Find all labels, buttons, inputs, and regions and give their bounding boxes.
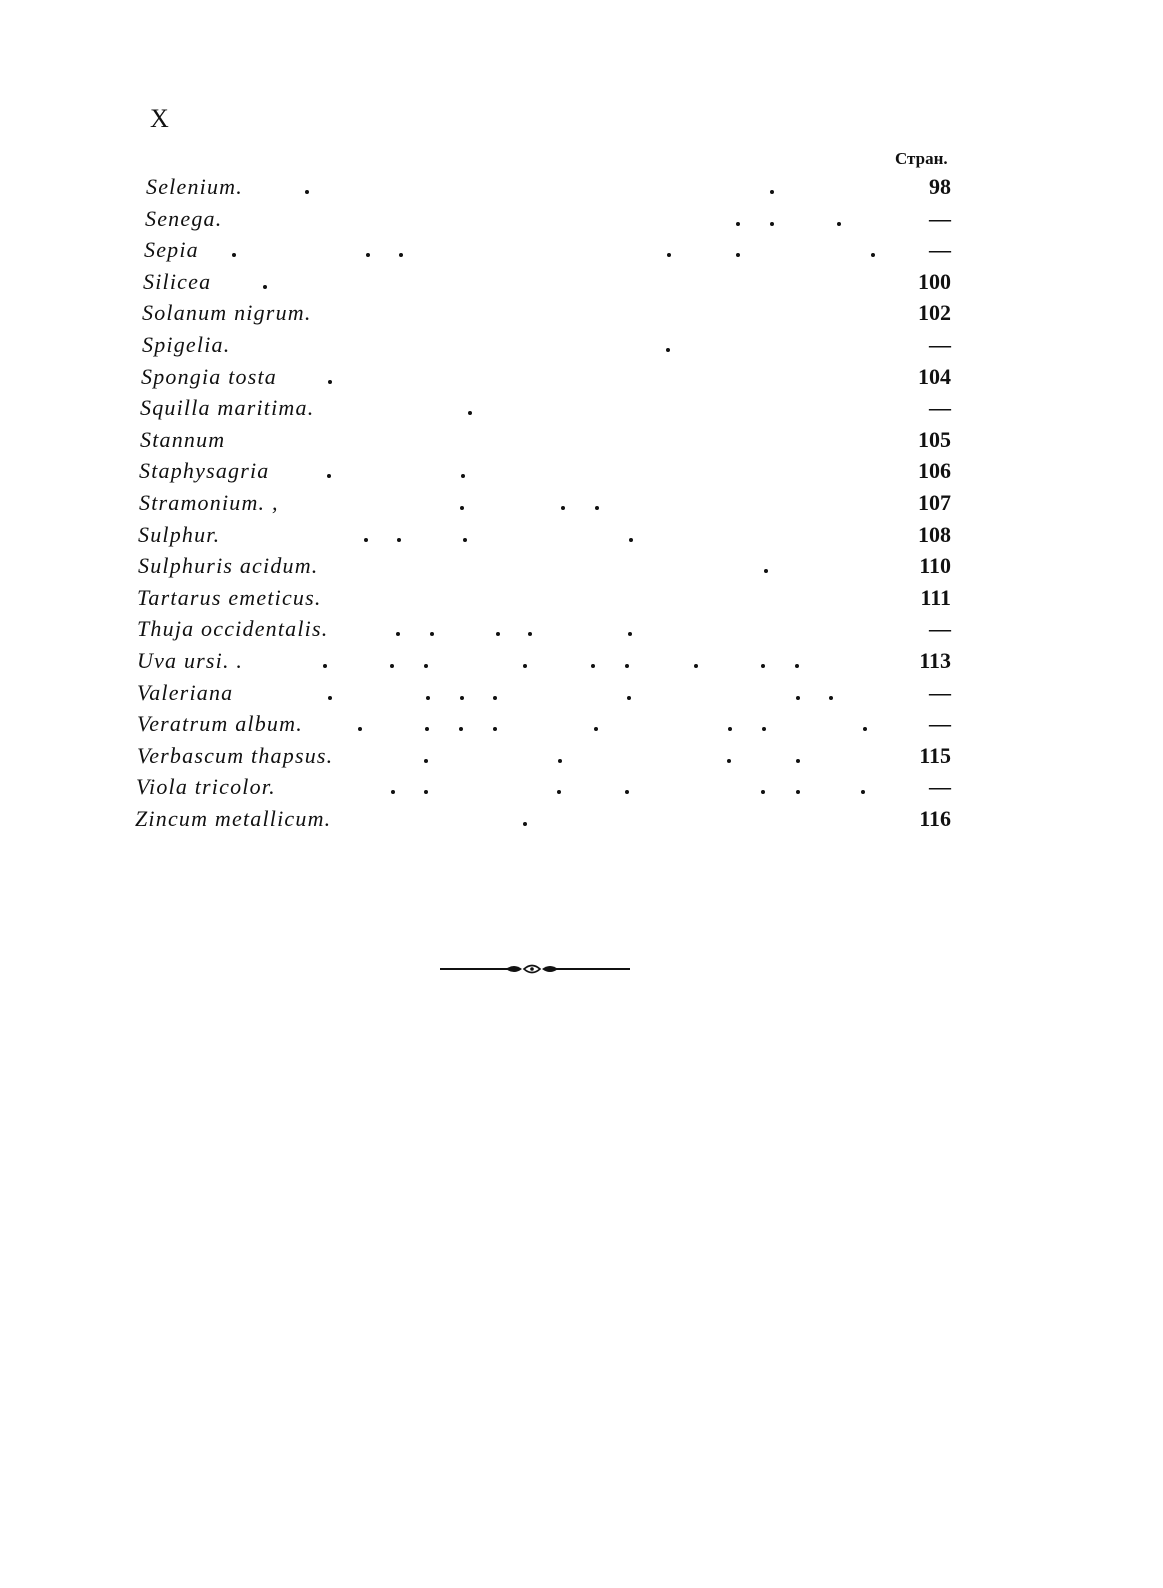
toc-entry [0,614,1163,646]
toc-entry [0,772,1163,804]
entry-page: — [929,616,951,642]
toc-entry [0,267,1163,299]
entry-title: Silicea [143,268,212,294]
entry-page: 108 [918,521,951,547]
entry-title: Stannum [140,426,226,452]
leader-dot [493,727,497,731]
leader-dot [770,222,774,226]
leader-dot [468,411,472,415]
leader-dot [871,253,875,257]
entry-title: Viola tricolor. [136,774,276,800]
entry-page: 105 [918,426,951,452]
leader-dot [861,790,865,794]
entry-page: — [929,711,951,737]
leader-dot [461,474,465,478]
leader-dot [523,822,527,826]
entry-page: 107 [918,489,951,515]
entry-title: Zincum metallicum. [135,805,332,831]
entry-page: 116 [919,805,951,831]
entry-page: 102 [918,300,951,326]
entry-title: Sulphuris acidum. [138,553,319,579]
toc-entry [0,330,1163,362]
leader-dot [424,664,428,668]
leader-dot [629,538,633,542]
entry-title: Tartarus emeticus. [137,584,322,610]
entry-page: 111 [920,584,951,610]
leader-dot [796,759,800,763]
entry-page: 106 [918,458,951,484]
entry-title: Solanum nigrum. [142,300,312,326]
toc-entry [0,488,1163,520]
leader-dot [796,696,800,700]
toc-entry [0,456,1163,488]
leader-dot [628,632,632,636]
leader-dot [795,664,799,668]
entry-title: Spongia tosta [141,363,277,389]
toc-entry [0,362,1163,394]
toc-entry [0,204,1163,236]
toc-entry [0,583,1163,615]
leader-dot [796,790,800,794]
entry-page: 113 [919,647,951,673]
entry-title: Staphysagria [139,458,270,484]
leader-dot [837,222,841,226]
page-number: X [150,104,169,133]
toc-entry [0,393,1163,425]
leader-dot [591,664,595,668]
entry-title: Sulphur. [138,521,221,547]
entry-title: Uva ursi. . [137,647,244,673]
leader-dot [460,506,464,510]
entry-page: — [929,237,951,263]
leader-dot [761,790,765,794]
entry-title: Senega. [145,205,223,231]
leader-dot [727,759,731,763]
leader-dot [764,569,768,573]
leader-dot [328,696,332,700]
leader-dot [493,696,497,700]
leader-dot [232,253,236,257]
leader-dot [424,759,428,763]
entry-title: Sepia [144,237,199,263]
leader-dot [366,253,370,257]
entry-page: — [929,395,951,421]
leader-dot [399,253,403,257]
entry-page: 110 [919,553,951,579]
leader-dot [736,253,740,257]
leader-dot [459,727,463,731]
leader-dot [305,190,309,194]
leader-dot [523,664,527,668]
table-of-contents [0,172,1163,835]
toc-entry [0,172,1163,204]
leader-dot [425,727,429,731]
leader-dot [263,285,267,289]
toc-entry [0,678,1163,710]
leader-dot [558,759,562,763]
entry-title: Stramonium. , [139,489,279,515]
leader-dot [323,664,327,668]
leader-dot [625,790,629,794]
entry-page: 104 [918,363,951,389]
leader-dot [595,506,599,510]
leader-dot [426,696,430,700]
leader-dot [761,664,765,668]
leader-dot [762,727,766,731]
entry-page: 100 [918,268,951,294]
leader-dot [327,474,331,478]
entry-title: Selenium. [146,174,243,199]
leader-dot [390,664,394,668]
entry-title: Veratrum album. [137,711,303,737]
leader-dot [770,190,774,194]
leader-dot [667,253,671,257]
entry-title: Thuja occidentalis. [137,616,329,642]
toc-entry [0,646,1163,678]
leader-dot [666,348,670,352]
entry-title: Squilla maritima. [140,395,315,421]
entry-page: — [929,331,951,357]
entry-title: Valeriana [137,679,234,705]
toc-entry [0,235,1163,267]
entry-title: Verbascum thapsus. [137,742,334,768]
entry-page: — [929,774,951,800]
leader-dot [528,632,532,636]
toc-entry [0,804,1163,836]
leader-dot [358,727,362,731]
leader-dot [391,790,395,794]
leader-dot [627,696,631,700]
leader-dot [829,696,833,700]
leader-dot [463,538,467,542]
toc-entry [0,520,1163,552]
leader-dot [625,664,629,668]
toc-entry [0,425,1163,457]
leader-dot [594,727,598,731]
entry-page: — [929,205,951,231]
leader-dot [364,538,368,542]
leader-dot [396,632,400,636]
page-column-header: Стран. [895,149,948,168]
leader-dot [557,790,561,794]
leader-dot [561,506,565,510]
toc-entry [0,709,1163,741]
leader-dot [736,222,740,226]
toc-entry [0,741,1163,773]
entry-page: — [929,679,951,705]
toc-entry [0,551,1163,583]
entry-page: 98 [929,174,951,199]
leader-dot [694,664,698,668]
leader-dot [430,632,434,636]
leader-dot [728,727,732,731]
leader-dot [863,727,867,731]
leader-dot [496,632,500,636]
leader-dot [460,696,464,700]
leader-dot [397,538,401,542]
leader-dot [328,380,332,384]
entry-title: Spigelia. [142,331,231,357]
section-end-ornament [440,961,640,977]
toc-entry [0,298,1163,330]
leader-dot [424,790,428,794]
entry-page: 115 [919,742,951,768]
